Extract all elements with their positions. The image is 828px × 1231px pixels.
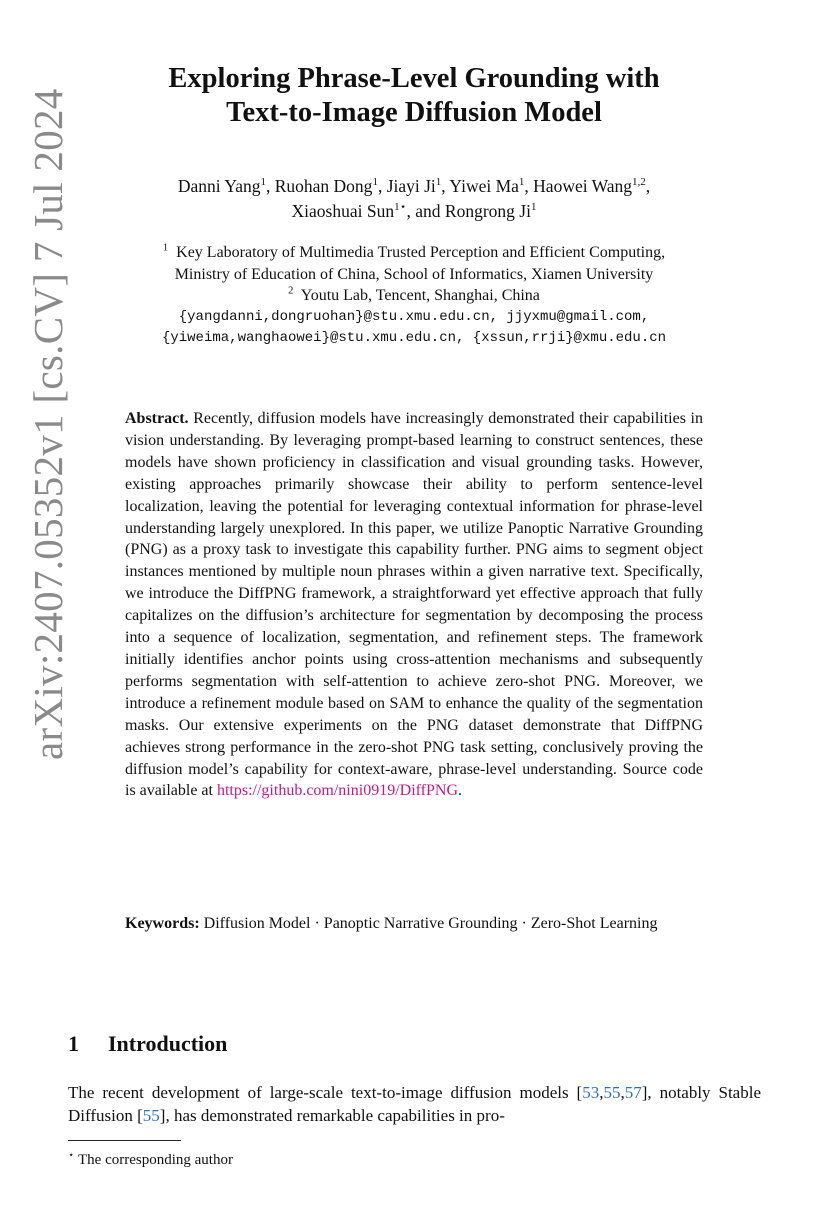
author-affiliation-mark: 1,2 bbox=[632, 176, 646, 189]
email-line-1: {yangdanni,dongruohan}@stu.xmu.edu.cn, jjyxmu@gmail.com, bbox=[178, 308, 650, 325]
affiliations bbox=[80, 242, 748, 350]
author-affiliation-mark: 1 bbox=[372, 176, 378, 189]
paper-title bbox=[100, 62, 728, 130]
author-name: Danni Yang bbox=[177, 176, 261, 196]
intro-text: The recent development of large-scale text-to-image diffusion models bbox=[68, 1083, 577, 1102]
affiliation-mark: 1 bbox=[162, 242, 169, 254]
citation-link[interactable]: 57 bbox=[624, 1083, 642, 1102]
author-line-1 bbox=[80, 174, 748, 199]
footnote-divider bbox=[68, 1140, 181, 1141]
intro-text: notably Stable Diffusion bbox=[68, 1083, 761, 1125]
author-separator: , bbox=[377, 176, 387, 196]
affiliation-2 bbox=[80, 285, 748, 307]
citation-link[interactable]: 55 bbox=[142, 1106, 160, 1125]
author-name: Haowei Wang bbox=[533, 176, 633, 196]
affiliation-mark: 2 bbox=[288, 285, 294, 297]
author-separator: , bbox=[524, 176, 534, 196]
author-separator: , bbox=[265, 176, 275, 196]
keywords-label: Keywords: bbox=[125, 915, 200, 932]
title-line-1: Exploring Phrase-Level Grounding with bbox=[168, 63, 660, 94]
intro-text: has demonstrated remarkable capabilities in pro- bbox=[169, 1106, 505, 1125]
author-separator: , bbox=[645, 176, 651, 196]
author-name: Yiwei Ma bbox=[449, 176, 519, 196]
keywords bbox=[125, 913, 703, 935]
arxiv-identifier-stamp: arXiv:2407.05352v1 [cs.CV] 7 Jul 2024 bbox=[25, 88, 71, 760]
citation-bracket: ], bbox=[159, 1106, 170, 1125]
author-name: Xiaoshuai Sun bbox=[291, 201, 395, 221]
citation-link[interactable]: 55 bbox=[603, 1083, 621, 1102]
author-separator: , and bbox=[406, 201, 445, 221]
author-affiliation-mark: 1 bbox=[518, 176, 525, 189]
citation-link[interactable]: 53 bbox=[582, 1083, 600, 1102]
author-list bbox=[80, 174, 748, 224]
affiliation-1-line-1 bbox=[80, 242, 748, 264]
title-line-2: Text-to-Image Diffusion Model bbox=[226, 97, 602, 128]
abstract-end: . bbox=[458, 782, 463, 800]
author-affiliation-mark: 1 bbox=[530, 201, 537, 214]
citation-bracket: ], bbox=[641, 1083, 652, 1102]
affiliation-text: Key Laboratory of Multimedia Trusted Perception and Efficient Computing, bbox=[176, 244, 666, 261]
footnote-mark: ⋆ bbox=[68, 1150, 75, 1161]
email-line-2: {yiweima,wanghaowei}@stu.xmu.edu.cn, {xssun,rrji}@xmu.edu.cn bbox=[161, 330, 667, 346]
section-title: Introduction bbox=[108, 1031, 228, 1056]
author-affiliation-mark: 1 bbox=[260, 176, 266, 189]
affiliation-text: Youtu Lab, Tencent, Shanghai, China bbox=[300, 287, 540, 304]
citation-bracket: [ bbox=[576, 1083, 583, 1102]
footnote-text: The corresponding author bbox=[78, 1152, 233, 1168]
citation-separator: , bbox=[599, 1083, 604, 1102]
abstract bbox=[125, 408, 703, 802]
author-separator: , bbox=[441, 176, 450, 196]
affiliation-1-line-2: Ministry of Education of China, School of Informatics, Xiamen University bbox=[174, 265, 654, 283]
author-name: Jiayi Ji bbox=[386, 176, 436, 196]
author-affiliation-mark: 1⋆ bbox=[394, 201, 407, 214]
author-name: Ruohan Dong bbox=[274, 176, 373, 196]
keywords-text: Diffusion Model · Panoptic Narrative Grounding · Zero-Shot Learning bbox=[203, 915, 658, 932]
introduction-paragraph bbox=[68, 1081, 761, 1127]
citation-bracket: [ bbox=[137, 1106, 143, 1125]
abstract-label: Abstract. bbox=[125, 410, 189, 427]
section-number: 1 bbox=[68, 1031, 79, 1056]
citation-separator: , bbox=[620, 1083, 625, 1102]
author-name: Rongrong Ji bbox=[444, 201, 531, 221]
section-heading-introduction bbox=[68, 1031, 227, 1057]
source-code-link[interactable]: https://github.com/nini0919/DiffPNG bbox=[216, 782, 459, 800]
author-line-2 bbox=[80, 199, 748, 224]
author-affiliation-mark: 1 bbox=[435, 176, 442, 189]
abstract-text: Recently, diffusion models have increasingly demonstrated their capabilities in vision understanding. By leveraging prompt-based learning to construct sentences, these models have shown proficiency in classification and visual grounding tasks. However, existing approaches primarily showcase their ability to perform sentence-level localization, leaving the potential for leveraging contextual information for phrase-level understanding largely unexplored. In this paper, we utilize Panoptic Narrative Grounding (PNG) as a proxy task to investigate this capability further. PNG aims to segment object instances mentioned by multiple noun phrases within a given narrative text. Specifically, we introduce the DiffPNG framework, a straightforward yet effective approach that fully capitalizes on the diffusion’s architecture for segmentation by decomposing the process into a sequence of localization, segmentation, and refinement steps. The framework initially identifies anchor points using cross-attention mechanisms and subsequently performs segmentation with self-attention to achieve zero-shot PNG. Moreover, we introduce a refinement module based on SAM to enhance the quality of the segmentation masks. Our extensive experiments on the PNG dataset demonstrate that DiffPNG achieves strong performance in the zero-shot PNG task setting, conclusively proving the diffusion model’s capability for context-aware, phrase-level understanding. Source code is available at bbox=[125, 410, 704, 800]
footnote bbox=[68, 1146, 233, 1170]
